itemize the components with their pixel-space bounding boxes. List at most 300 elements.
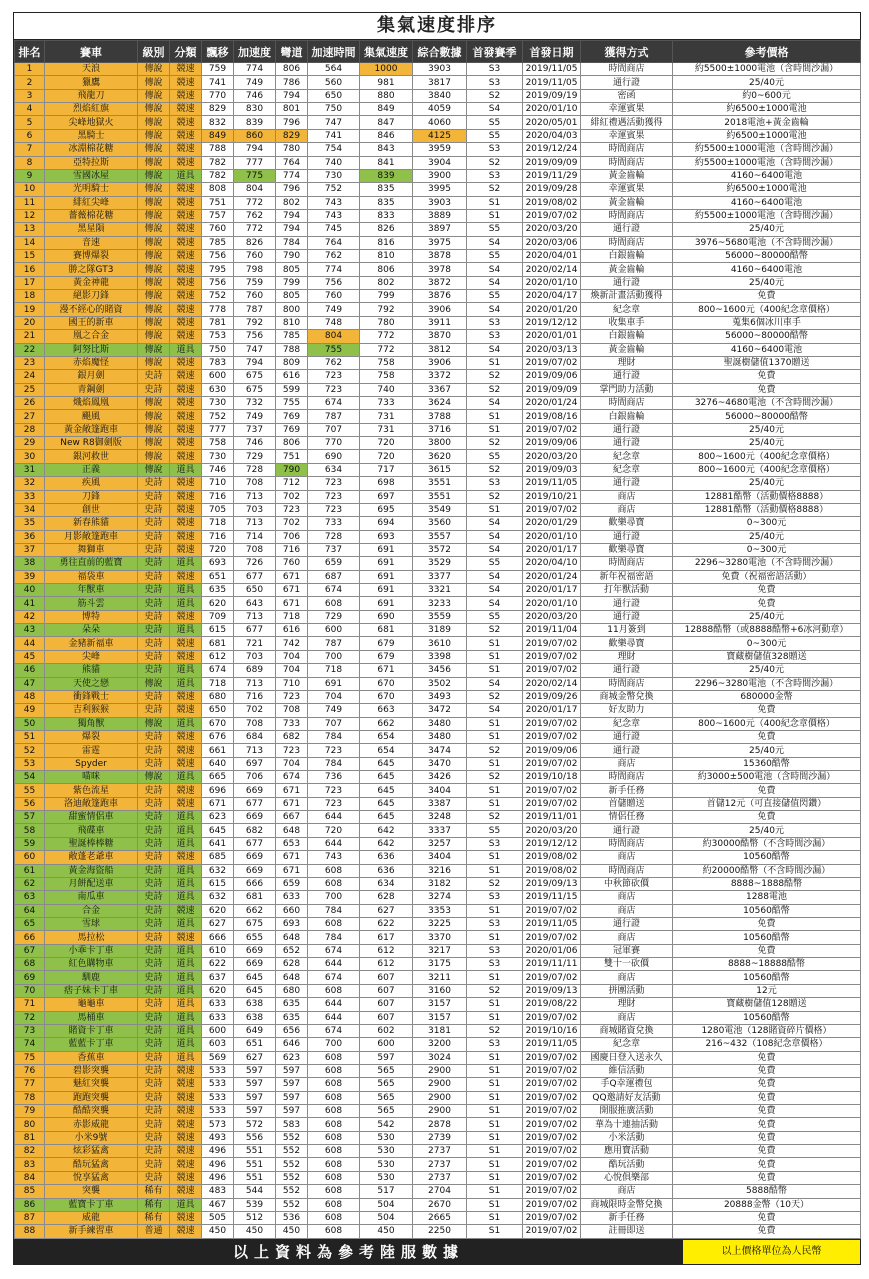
cell-price: 800~1600元（400紀念章價格）: [673, 303, 861, 316]
cell-grade: 傳說: [138, 169, 170, 182]
cell-car: 敞蓬老爺車: [45, 851, 138, 864]
cell-drift: 533: [202, 1105, 234, 1118]
cell-price: 約3000±500電池（含時間沙漏）: [673, 771, 861, 784]
cell-date: 2019/09/06: [523, 437, 581, 450]
cell-accel-time: 723: [308, 370, 360, 383]
cell-accel-time: 634: [308, 463, 360, 476]
cell-accel: 643: [234, 597, 276, 610]
cell-type: 競速: [170, 209, 202, 222]
cell-grade: 傳說: [138, 250, 170, 263]
cell-grade: 史詩: [138, 664, 170, 677]
cell-boost-speed: 450: [360, 1225, 413, 1238]
table-row: [15, 1185, 861, 1198]
table-row: [15, 477, 861, 490]
cell-date: 2019/07/02: [523, 664, 581, 677]
cell-method: 通行證: [581, 530, 673, 543]
cell-rank: 35: [15, 517, 45, 530]
cell-grade: 史詩: [138, 490, 170, 503]
cell-boost-speed: 758: [360, 356, 413, 369]
cell-boost-speed: 693: [360, 530, 413, 543]
cell-corner: 723: [276, 744, 308, 757]
cell-grade: 傳說: [138, 717, 170, 730]
cell-overall: 3353: [413, 904, 467, 917]
cell-drift: 759: [202, 63, 234, 76]
cell-drift: 573: [202, 1118, 234, 1131]
cell-rank: 30: [15, 450, 45, 463]
cell-grade: 史詩: [138, 584, 170, 597]
cell-type: 競速: [170, 276, 202, 289]
cell-method: 紀念章: [581, 463, 673, 476]
cell-drift: 753: [202, 330, 234, 343]
cell-accel-time: 608: [308, 1131, 360, 1144]
cell-season: S2: [467, 811, 523, 824]
cell-rank: 74: [15, 1038, 45, 1051]
cell-car: 熾焰鳳凰: [45, 396, 138, 409]
cell-season: S5: [467, 290, 523, 303]
cell-grade: 傳說: [138, 450, 170, 463]
cell-corner: 648: [276, 931, 308, 944]
cell-method: 商城賭資兌換: [581, 1024, 673, 1037]
cell-price: 約0~600元: [673, 89, 861, 102]
cell-overall: 3225: [413, 918, 467, 931]
cell-accel: 726: [234, 557, 276, 570]
cell-boost-speed: 843: [360, 143, 413, 156]
cell-method: 打年獸活動: [581, 584, 673, 597]
cell-car: 爆裂: [45, 730, 138, 743]
cell-method: 通行證: [581, 918, 673, 931]
cell-corner: 780: [276, 143, 308, 156]
cell-season: S1: [467, 1145, 523, 1158]
cell-rank: 45: [15, 650, 45, 663]
table-row: [15, 704, 861, 717]
cell-rank: 8: [15, 156, 45, 169]
cell-overall: 3870: [413, 330, 467, 343]
cell-method: 通行證: [581, 423, 673, 436]
cell-grade: 傳說: [138, 196, 170, 209]
cell-rank: 47: [15, 677, 45, 690]
cell-type: 競速: [170, 250, 202, 263]
cell-price: 免費: [673, 370, 861, 383]
cell-price: 56000~80000酷幣: [673, 410, 861, 423]
table-row: [15, 1158, 861, 1171]
cell-season: S4: [467, 343, 523, 356]
cell-boost-speed: 835: [360, 183, 413, 196]
cell-grade: 史詩: [138, 570, 170, 583]
cell-corner: 769: [276, 410, 308, 423]
cell-accel-time: 747: [308, 116, 360, 129]
cell-date: 2019/09/03: [523, 463, 581, 476]
cell-accel: 737: [234, 423, 276, 436]
cell-rank: 7: [15, 143, 45, 156]
header-drift: 飄移: [202, 41, 234, 63]
header-corner: 彎道: [276, 41, 308, 63]
cell-car: 朵朵: [45, 624, 138, 637]
cell-season: S3: [467, 958, 523, 971]
cell-boost-speed: 691: [360, 557, 413, 570]
cell-boost-speed: 597: [360, 1051, 413, 1064]
cell-corner: 704: [276, 664, 308, 677]
cell-type: 競速: [170, 116, 202, 129]
cell-accel-time: 749: [308, 303, 360, 316]
cell-overall: 3975: [413, 236, 467, 249]
cell-type: 競速: [170, 503, 202, 516]
cell-accel: 638: [234, 1011, 276, 1024]
cell-type: 競速: [170, 303, 202, 316]
cell-type: 競速: [170, 757, 202, 770]
cell-drift: 676: [202, 730, 234, 743]
cell-overall: 3903: [413, 63, 467, 76]
cell-accel: 450: [234, 1225, 276, 1238]
cell-corner: 810: [276, 316, 308, 329]
cell-method: 通行證: [581, 370, 673, 383]
cell-method: 手Q幸運禮包: [581, 1078, 673, 1091]
cell-accel-time: 608: [308, 1198, 360, 1211]
cell-season: S1: [467, 503, 523, 516]
cell-rank: 83: [15, 1158, 45, 1171]
cell-accel-time: 804: [308, 330, 360, 343]
cell-season: S1: [467, 1225, 523, 1238]
cell-date: 2020/01/10: [523, 276, 581, 289]
cell-boost-speed: 810: [360, 250, 413, 263]
cell-price: 免費: [673, 1051, 861, 1064]
header-accel-time: 加速時間: [308, 41, 360, 63]
cell-season: S4: [467, 103, 523, 116]
cell-car: 洛迪敞篷跑車: [45, 797, 138, 810]
header-accel: 加速度: [234, 41, 276, 63]
cell-accel: 689: [234, 664, 276, 677]
cell-price: 免費: [673, 1118, 861, 1131]
cell-overall: 2878: [413, 1118, 467, 1131]
cell-type: 競速: [170, 129, 202, 142]
cell-price: 免費: [673, 584, 861, 597]
cell-car: 新春熊貓: [45, 517, 138, 530]
cell-overall: 3615: [413, 463, 467, 476]
cell-boost-speed: 517: [360, 1185, 413, 1198]
cell-accel: 860: [234, 129, 276, 142]
cell-drift: 496: [202, 1158, 234, 1171]
cell-rank: 31: [15, 463, 45, 476]
cell-accel-time: 750: [308, 103, 360, 116]
cell-car: 福袋車: [45, 570, 138, 583]
cell-rank: 28: [15, 423, 45, 436]
cell-type: 道具: [170, 771, 202, 784]
cell-drift: 720: [202, 543, 234, 556]
cell-rank: 56: [15, 797, 45, 810]
cell-corner: 628: [276, 958, 308, 971]
cell-drift: 685: [202, 851, 234, 864]
cell-accel-time: 608: [308, 1158, 360, 1171]
cell-corner: 806: [276, 63, 308, 76]
cell-rank: 71: [15, 998, 45, 1011]
cell-method: 時間商店: [581, 396, 673, 409]
cell-car: 阿努比斯: [45, 343, 138, 356]
cell-overall: 2739: [413, 1131, 467, 1144]
cell-type: 競速: [170, 1211, 202, 1224]
cell-type: 競速: [170, 143, 202, 156]
table-row: [15, 330, 861, 343]
cell-price: 25/40元: [673, 223, 861, 236]
cell-price: 蒐集6個冰川車手: [673, 316, 861, 329]
cell-season: S3: [467, 891, 523, 904]
cell-rank: 21: [15, 330, 45, 343]
cell-rank: 50: [15, 717, 45, 730]
cell-boost-speed: 758: [360, 370, 413, 383]
cell-accel-time: 752: [308, 183, 360, 196]
cell-price: 0~300元: [673, 517, 861, 530]
cell-accel-time: 764: [308, 236, 360, 249]
cell-price: 216~432（108紀念章價格）: [673, 1038, 861, 1051]
cell-car: 獨角獸: [45, 717, 138, 730]
cell-method: 緋紅禮遇活動獲得: [581, 116, 673, 129]
cell-drift: 758: [202, 437, 234, 450]
cell-season: S4: [467, 517, 523, 530]
cell-grade: 史詩: [138, 891, 170, 904]
cell-rank: 55: [15, 784, 45, 797]
cell-method: 紀念章: [581, 717, 673, 730]
cell-date: 2019/09/26: [523, 690, 581, 703]
cell-method: 商店: [581, 931, 673, 944]
cell-corner: 702: [276, 517, 308, 530]
cell-overall: 3572: [413, 543, 467, 556]
cell-rank: 88: [15, 1225, 45, 1238]
cell-accel: 804: [234, 183, 276, 196]
cell-accel: 759: [234, 276, 276, 289]
cell-car: 銀河救世: [45, 450, 138, 463]
cell-price: 0~300元: [673, 543, 861, 556]
cell-type: 競速: [170, 89, 202, 102]
cell-type: 道具: [170, 864, 202, 877]
cell-corner: 718: [276, 610, 308, 623]
cell-season: S1: [467, 1185, 523, 1198]
table-row: [15, 129, 861, 142]
cell-drift: 730: [202, 396, 234, 409]
cell-method: 商店: [581, 503, 673, 516]
cell-type: 競速: [170, 530, 202, 543]
cell-grade: 史詩: [138, 1078, 170, 1091]
cell-boost-speed: 847: [360, 116, 413, 129]
cell-price: 聖誕樹儲值1370贈送: [673, 356, 861, 369]
cell-overall: 3995: [413, 183, 467, 196]
cell-grade: 傳說: [138, 89, 170, 102]
cell-accel-time: 728: [308, 530, 360, 543]
cell-boost-speed: 697: [360, 490, 413, 503]
cell-type: 競速: [170, 450, 202, 463]
cell-accel: 708: [234, 477, 276, 490]
cell-boost-speed: 530: [360, 1131, 413, 1144]
cell-grade: 史詩: [138, 370, 170, 383]
table-row: [15, 811, 861, 824]
cell-grade: 史詩: [138, 797, 170, 810]
cell-corner: 597: [276, 1078, 308, 1091]
cell-corner: 800: [276, 303, 308, 316]
cell-price: 15360酷幣: [673, 757, 861, 770]
cell-type: 競速: [170, 223, 202, 236]
cell-drift: 632: [202, 864, 234, 877]
cell-drift: 693: [202, 557, 234, 570]
cell-method: 通行證: [581, 824, 673, 837]
cell-type: 道具: [170, 944, 202, 957]
cell-grade: 史詩: [138, 597, 170, 610]
cell-grade: 史詩: [138, 517, 170, 530]
cell-rank: 86: [15, 1198, 45, 1211]
cell-price: 3976~5680電池（不含時間沙漏）: [673, 236, 861, 249]
cell-price: 12888酷幣（或8888酷幣+6冰河動章）: [673, 624, 861, 637]
cell-car: 紫色流星: [45, 784, 138, 797]
cell-accel: 572: [234, 1118, 276, 1131]
cell-car: 絕影刀鋒: [45, 290, 138, 303]
cell-boost-speed: 731: [360, 423, 413, 436]
cell-accel-time: 600: [308, 624, 360, 637]
cell-accel: 597: [234, 1091, 276, 1104]
cell-date: 2019/11/29: [523, 169, 581, 182]
table-row: [15, 851, 861, 864]
cell-rank: 32: [15, 477, 45, 490]
cell-overall: 2900: [413, 1078, 467, 1091]
cell-price: 約6500±1000電池: [673, 129, 861, 142]
cell-method: 黃金齒輪: [581, 169, 673, 182]
cell-drift: 615: [202, 877, 234, 890]
table-row: [15, 370, 861, 383]
cell-rank: 14: [15, 236, 45, 249]
cell-type: 道具: [170, 811, 202, 824]
cell-season: S3: [467, 76, 523, 89]
cell-rank: 87: [15, 1211, 45, 1224]
cell-date: 2019/11/04: [523, 624, 581, 637]
cell-corner: 693: [276, 918, 308, 931]
cell-price: 2296~3280電池（不含時間沙漏）: [673, 557, 861, 570]
cell-grade: 史詩: [138, 1051, 170, 1064]
cell-price: 8888~1888酷幣: [673, 877, 861, 890]
cell-corner: 704: [276, 757, 308, 770]
cell-corner: 805: [276, 290, 308, 303]
cell-price: 25/40元: [673, 276, 861, 289]
cell-grade: 史詩: [138, 730, 170, 743]
cell-method: 時間商店: [581, 557, 673, 570]
table-row: [15, 637, 861, 650]
cell-corner: 671: [276, 584, 308, 597]
cell-price: 約5500±1000電池（含時間沙漏）: [673, 156, 861, 169]
cell-date: 2020/02/14: [523, 263, 581, 276]
cell-date: 2019/07/02: [523, 356, 581, 369]
cell-accel: 544: [234, 1185, 276, 1198]
cell-date: 2019/07/02: [523, 1198, 581, 1211]
cell-season: S1: [467, 1078, 523, 1091]
cell-rank: 80: [15, 1118, 45, 1131]
cell-method: 理財: [581, 998, 673, 1011]
table-row: [15, 650, 861, 663]
cell-season: S5: [467, 116, 523, 129]
cell-boost-speed: 772: [360, 343, 413, 356]
cell-drift: 569: [202, 1051, 234, 1064]
cell-method: 時間商店: [581, 156, 673, 169]
header-method: 獲得方式: [581, 41, 673, 63]
cell-method: 時間商店: [581, 143, 673, 156]
cell-accel-time: 608: [308, 597, 360, 610]
cell-overall: 3878: [413, 250, 467, 263]
cell-method: 國慶日登入送永久: [581, 1051, 673, 1064]
cell-price: 56000~80000酷幣: [673, 250, 861, 263]
cell-season: S2: [467, 89, 523, 102]
cell-price: 免費: [673, 1171, 861, 1184]
cell-car: 雪球: [45, 918, 138, 931]
cell-price: 4160~6400電池: [673, 263, 861, 276]
cell-price: 免費: [673, 597, 861, 610]
cell-price: 免費: [673, 383, 861, 396]
cell-boost-speed: 612: [360, 944, 413, 957]
cell-corner: 616: [276, 624, 308, 637]
cell-accel: 551: [234, 1145, 276, 1158]
cell-accel: 772: [234, 196, 276, 209]
cell-date: 2019/07/02: [523, 1211, 581, 1224]
cell-accel-time: 748: [308, 316, 360, 329]
header-rank: 排名: [15, 41, 45, 63]
cell-accel: 728: [234, 463, 276, 476]
cell-price: 10560酷幣: [673, 851, 861, 864]
cell-accel: 777: [234, 156, 276, 169]
cell-season: S1: [467, 1158, 523, 1171]
cell-corner: 708: [276, 704, 308, 717]
cell-corner: 769: [276, 423, 308, 436]
cell-drift: 533: [202, 1064, 234, 1077]
cell-accel: 669: [234, 784, 276, 797]
cell-grade: 史詩: [138, 1038, 170, 1051]
cell-grade: 史詩: [138, 610, 170, 623]
table-row: [15, 730, 861, 743]
cell-price: 免費: [673, 730, 861, 743]
cell-overall: 3248: [413, 811, 467, 824]
cell-price: 25/40元: [673, 530, 861, 543]
cell-car: 熊貓: [45, 664, 138, 677]
cell-corner: 733: [276, 717, 308, 730]
cell-rank: 70: [15, 984, 45, 997]
cell-type: 道具: [170, 971, 202, 984]
cell-overall: 3897: [413, 223, 467, 236]
cell-price: 25/40元: [673, 824, 861, 837]
cell-accel: 638: [234, 998, 276, 1011]
cell-season: S4: [467, 704, 523, 717]
cell-overall: 4060: [413, 116, 467, 129]
cell-overall: 3370: [413, 931, 467, 944]
cell-boost-speed: 740: [360, 383, 413, 396]
cell-corner: 796: [276, 183, 308, 196]
table-row: [15, 103, 861, 116]
cell-price: 3276~4680電池（不含時間沙漏）: [673, 396, 861, 409]
cell-corner: 671: [276, 851, 308, 864]
cell-drift: 640: [202, 757, 234, 770]
cell-method: 時間商店: [581, 864, 673, 877]
cell-accel: 684: [234, 730, 276, 743]
cell-method: 商城限時金幣兌換: [581, 1198, 673, 1211]
cell-price: 約5500±1000電池（含時間沙漏）: [673, 209, 861, 222]
cell-rank: 34: [15, 503, 45, 516]
table-row: [15, 437, 861, 450]
cell-overall: 3211: [413, 971, 467, 984]
cell-drift: 777: [202, 423, 234, 436]
cell-type: 道具: [170, 557, 202, 570]
cell-corner: 671: [276, 797, 308, 810]
cell-date: 2019/11/11: [523, 958, 581, 971]
table-row: [15, 984, 861, 997]
cell-boost-speed: 645: [360, 784, 413, 797]
cell-method: 時間商店: [581, 837, 673, 850]
cell-date: 2019/10/18: [523, 771, 581, 784]
cell-overall: 3217: [413, 944, 467, 957]
cell-date: 2019/07/02: [523, 784, 581, 797]
cell-method: 商店: [581, 891, 673, 904]
table-row: [15, 998, 861, 1011]
cell-type: 競速: [170, 410, 202, 423]
table-row: [15, 757, 861, 770]
